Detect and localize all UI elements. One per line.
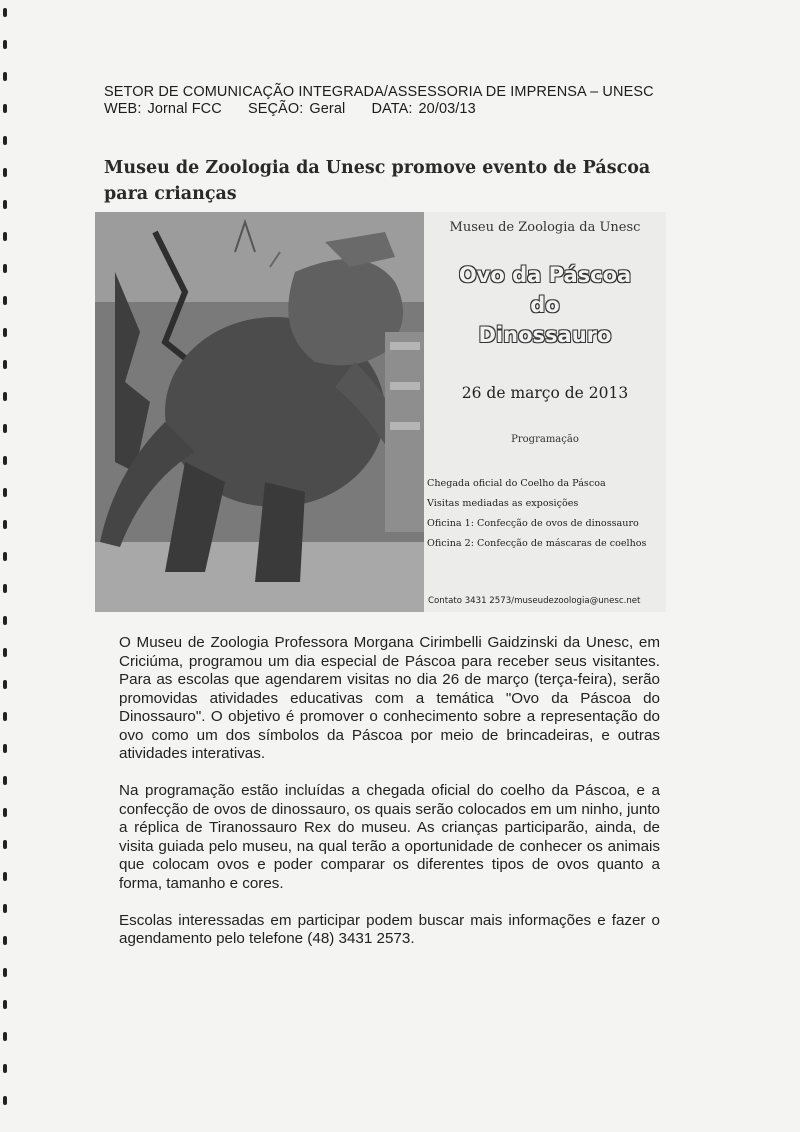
flyer-program-item: Visitas mediadas as exposições — [427, 498, 579, 509]
flyer-program-title: Programação — [511, 434, 579, 445]
article-body — [119, 634, 660, 967]
section-value: Geral — [309, 101, 346, 117]
flyer-program-item: Oficina 1: Confecção de ovos de dinossauro — [427, 518, 639, 529]
clipping-header — [104, 84, 704, 118]
web-value: Jornal FCC — [147, 101, 222, 117]
article-title — [104, 155, 684, 207]
dinosaur-photo — [95, 212, 424, 612]
header-line1: SETOR DE COMUNICAÇÃO INTEGRADA/ASSESSORIA DE IMPRENSA – UNESC — [104, 84, 654, 100]
article-paragraph: Na programação estão incluídas a chegada oficial do coelho da Páscoa, e a confecção de ovos de dinossauro, os quais serão colocados em um ninho, junto a réplica de Tiranossauro Rex do museu. As crianças participarão, ainda, de visita guiada pelo museu, na qual terão a oportunidade de conhecer os animais que colocam ovos e poder comparar os diferentes tipos de ovos quanto a forma, tamanho e cores. — [119, 782, 660, 892]
flyer-museum-name: Museu de Zoologia da Unesc — [449, 220, 641, 235]
binding-holes — [0, 0, 14, 1132]
title-line2: para crianças — [104, 184, 237, 204]
title-line1: Museu de Zoologia da Unesc promove evento de Páscoa — [104, 158, 651, 178]
web-label: WEB: — [104, 101, 142, 117]
flyer-panel — [424, 212, 666, 612]
flyer-contact: Contato 3431 2573/museudezoologia@unesc.net — [428, 596, 641, 606]
flyer-event-line3: Dinossauro — [478, 323, 612, 347]
date-label: DATA: — [371, 101, 413, 117]
event-flyer — [95, 212, 666, 612]
article-paragraph: O Museu de Zoologia Professora Morgana Cirimbelli Gaidzinski da Unesc, em Criciúma, programou um dia especial de Páscoa para receber seus visitantes. Para as escolas que agendarem visitas no dia 26 de março (terça-feira), serão promovidas atividades educativas com a temática "Ovo da Páscoa do Dinossauro". O objetivo é promover o conhecimento sobre a representação do ovo como um dos símbolos da Páscoa por meio de brincadeiras, e outras atividades interativas. — [119, 634, 660, 762]
dinosaur-photo-icon — [95, 212, 424, 612]
article-paragraph: Escolas interessadas em participar podem buscar mais informações e fazer o agendamento pelo telefone (48) 3431 2573. — [119, 911, 660, 947]
date-value: 20/03/13 — [418, 101, 476, 117]
flyer-program-list — [427, 474, 663, 554]
header-line2 — [104, 101, 704, 118]
flyer-program-item: Chegada oficial do Coelho da Páscoa — [427, 478, 606, 489]
flyer-date: 26 de março de 2013 — [461, 384, 629, 402]
flyer-program-item: Oficina 2: Confecção de máscaras de coelhos — [427, 538, 647, 549]
section-label: SEÇÃO: — [247, 101, 304, 117]
flyer-event-line2: do — [530, 293, 560, 317]
flyer-event-title — [424, 260, 666, 350]
flyer-event-line1: Ovo da Páscoa — [458, 263, 632, 287]
